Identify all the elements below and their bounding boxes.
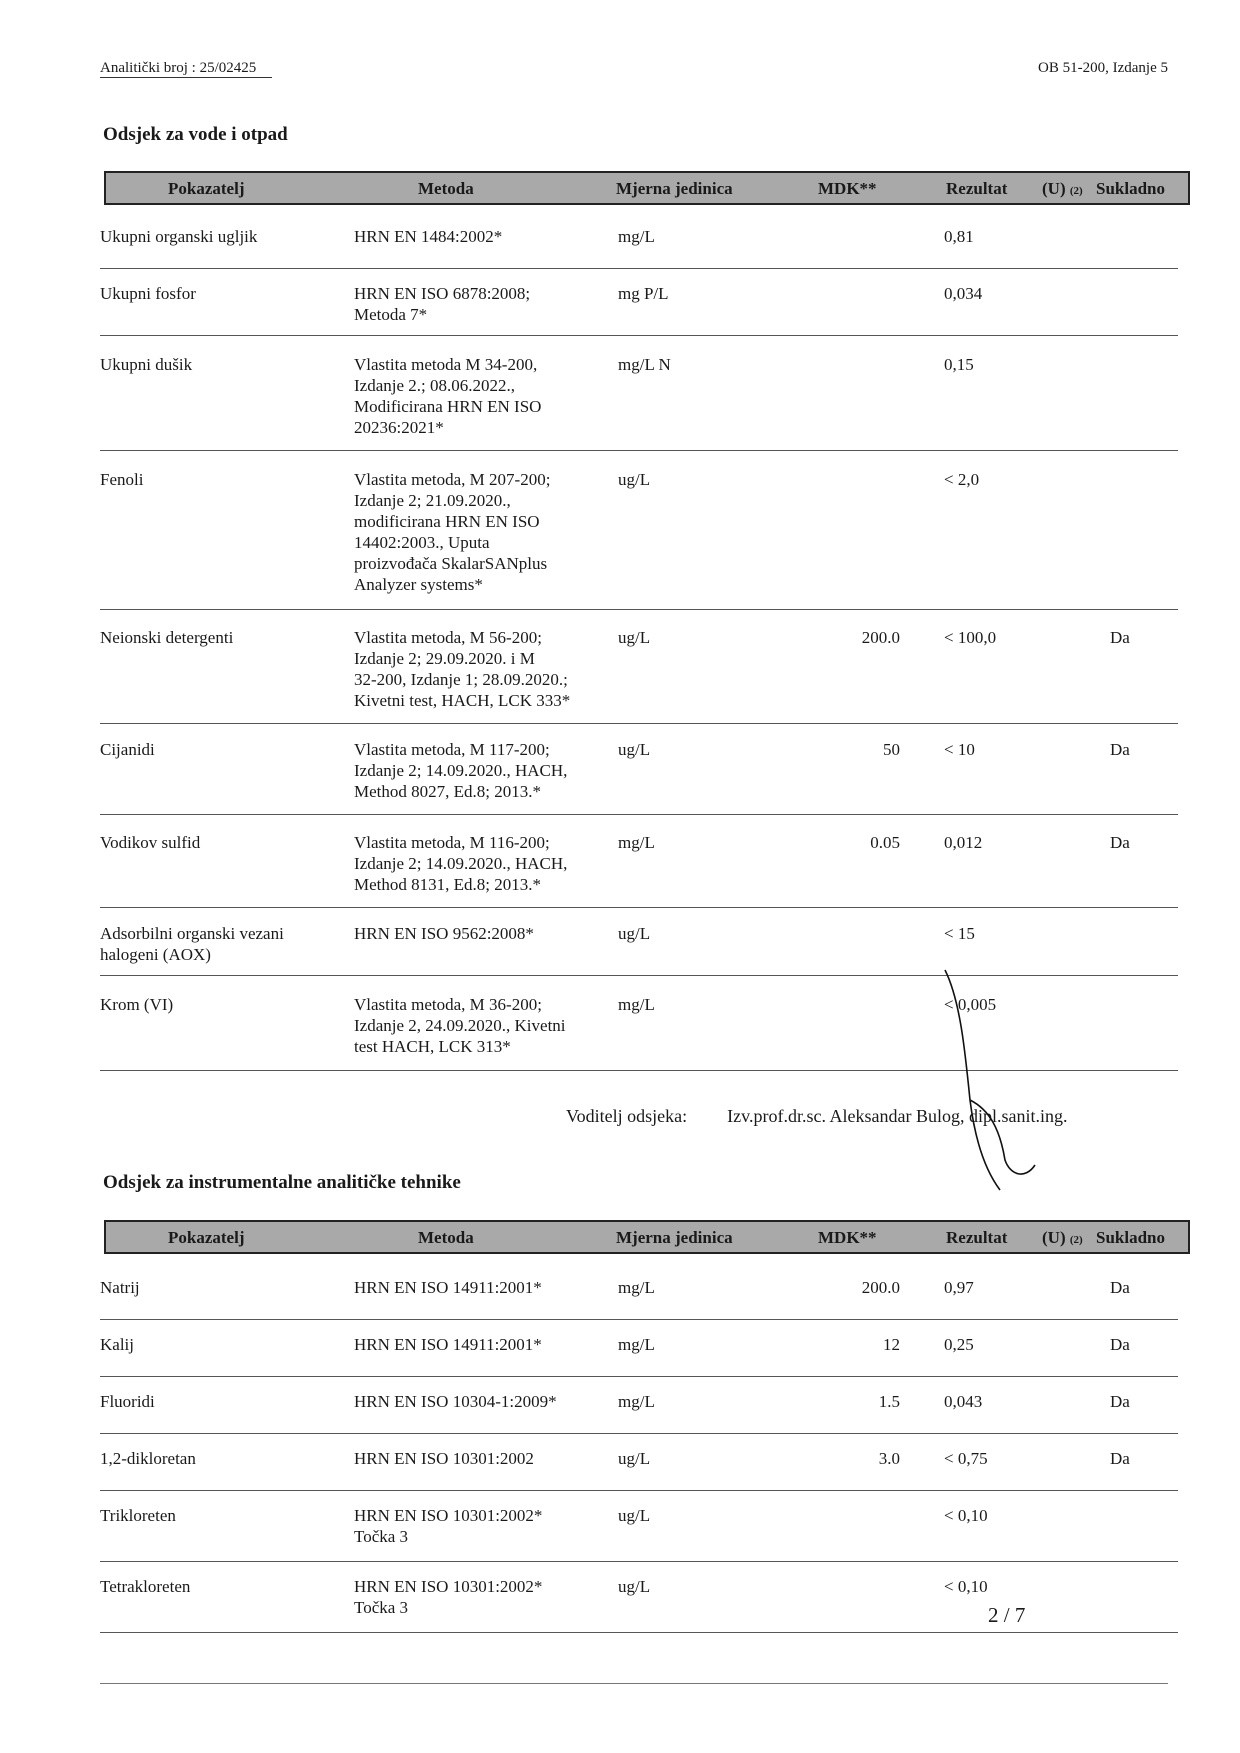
handwritten-signature [930, 960, 1040, 1210]
method-cell: HRN EN 1484:2002* [354, 227, 503, 246]
mdk-cell: 200.0 [861, 628, 900, 647]
result-cell: < 0,75 [944, 1449, 988, 1468]
unit-cell: ug/L [618, 1449, 651, 1468]
result-cell: 0,012 [944, 833, 983, 852]
col-uncertainty: (U) (2) [1042, 179, 1083, 198]
indicator-cell: Fluoridi [100, 1392, 155, 1411]
method-cell: HRN EN ISO 10304-1:2009* [354, 1392, 557, 1411]
col-method: Metoda [418, 1228, 474, 1247]
mdk-cell: 1.5 [878, 1392, 900, 1411]
section-title-instrumental: Odsjek za instrumentalne analitičke tehnike [103, 1172, 461, 1193]
indicator-cell: Adsorbilni organski vezani halogeni (AOX) [100, 924, 284, 964]
col-unit: Mjerna jedinica [616, 179, 733, 198]
indicator-cell: Tetrakloreten [100, 1577, 191, 1596]
result-cell: 0,15 [944, 355, 974, 374]
result-cell: < 2,0 [944, 470, 980, 489]
compliant-cell: Da [1110, 740, 1130, 759]
compliant-cell: Da [1110, 628, 1130, 647]
table-row [100, 283, 1178, 336]
col-method: Metoda [418, 179, 474, 198]
method-cell: HRN EN ISO 10301:2002 [354, 1449, 534, 1468]
result-cell: 0,97 [944, 1278, 974, 1297]
col-unit: Mjerna jedinica [616, 1228, 733, 1247]
unit-cell: mg/L [618, 1278, 655, 1297]
compliant-cell: Da [1110, 1335, 1130, 1354]
signature-name: Izv.prof.dr.sc. Aleksandar Bulog, dipl.sanit.ing. [727, 1106, 1068, 1126]
table-row [100, 354, 1178, 451]
result-cell: < 0,005 [944, 995, 997, 1014]
compliant-cell: Da [1110, 1278, 1130, 1297]
col-compliant: Sukladno [1096, 1228, 1165, 1247]
col-indicator: Pokazatelj [168, 179, 245, 198]
compliant-cell: Da [1110, 1392, 1130, 1411]
table-row [100, 226, 1178, 269]
mdk-cell: 12 [883, 1335, 900, 1354]
table-row [100, 1334, 1178, 1377]
unit-cell: ug/L [618, 1577, 651, 1596]
result-cell: 0,81 [944, 227, 974, 246]
result-cell: < 15 [944, 924, 975, 943]
result-cell: 0,034 [944, 284, 983, 303]
indicator-cell: Kalij [100, 1335, 134, 1354]
method-cell: Vlastita metoda, M 56-200; Izdanje 2; 29.09.2020. i M 32-200, Izdanje 1; 28.09.2020.; Kivetni test, HACH, LCK 333* [354, 628, 571, 710]
table-row [100, 739, 1178, 815]
indicator-cell: Neionski detergenti [100, 628, 234, 647]
unit-cell: mg/L [618, 1392, 655, 1411]
compliant-cell: Da [1110, 1449, 1130, 1468]
table-header-instrumental [104, 1220, 1190, 1254]
unit-cell: ug/L [618, 628, 651, 647]
mdk-cell: 200.0 [861, 1278, 900, 1297]
indicator-cell: Ukupni dušik [100, 355, 193, 374]
table-row [100, 1448, 1178, 1491]
method-cell: HRN EN ISO 10301:2002* Točka 3 [354, 1577, 543, 1617]
compliant-cell: Da [1110, 833, 1130, 852]
method-cell: HRN EN ISO 6878:2008; Metoda 7* [354, 284, 531, 324]
table-row [100, 1391, 1178, 1434]
result-cell: < 0,10 [944, 1577, 988, 1596]
method-cell: HRN EN ISO 14911:2001* [354, 1278, 542, 1297]
result-cell: < 100,0 [944, 628, 997, 647]
unit-cell: ug/L [618, 470, 651, 489]
unit-cell: mg/L [618, 995, 655, 1014]
result-cell: < 0,10 [944, 1506, 988, 1525]
indicator-cell: 1,2-dikloretan [100, 1449, 196, 1468]
col-result: Rezultat [946, 1228, 1008, 1247]
unit-cell: mg/L N [618, 355, 671, 374]
page-number: 2 / 7 [988, 1603, 1026, 1627]
unit-cell: ug/L [618, 1506, 651, 1525]
table-row [100, 469, 1178, 610]
col-mdk: MDK** [818, 179, 877, 198]
page-header [100, 60, 1168, 78]
analytic-number: Analitički broj : 25/02425 [100, 60, 272, 78]
indicator-cell: Vodikov sulfid [100, 833, 201, 852]
result-cell: < 10 [944, 740, 975, 759]
indicator-cell: Fenoli [100, 470, 144, 489]
result-cell: 0,043 [944, 1392, 983, 1411]
table-row [100, 832, 1178, 908]
unit-cell: mg P/L [618, 284, 669, 303]
mdk-cell: 3.0 [878, 1449, 900, 1468]
col-mdk: MDK** [818, 1228, 877, 1247]
section-title-water: Odsjek za vode i otpad [103, 124, 288, 145]
col-indicator: Pokazatelj [168, 1228, 245, 1247]
table-row [100, 627, 1178, 724]
indicator-cell: Krom (VI) [100, 995, 174, 1014]
method-cell: HRN EN ISO 10301:2002* Točka 3 [354, 1506, 543, 1546]
method-cell: Vlastita metoda M 34-200, Izdanje 2.; 08.06.2022., Modificirana HRN EN ISO 20236:2021* [354, 355, 542, 437]
signature-label: Voditelj odsjeka: [566, 1106, 688, 1126]
unit-cell: mg/L [618, 833, 655, 852]
indicator-cell: Cijanidi [100, 740, 155, 759]
footer-divider [100, 1683, 1168, 1684]
col-uncertainty: (U) (2) [1042, 1228, 1083, 1247]
method-cell: Vlastita metoda, M 207-200; Izdanje 2; 21.09.2020., modificirana HRN EN ISO 14402:2003., Uputa proizvođača SkalarSANplus Analyzer systems* [354, 470, 551, 594]
unit-cell: ug/L [618, 924, 651, 943]
unit-cell: ug/L [618, 740, 651, 759]
mdk-cell: 0.05 [870, 833, 900, 852]
col-result: Rezultat [946, 179, 1008, 198]
method-cell: HRN EN ISO 14911:2001* [354, 1335, 542, 1354]
indicator-cell: Ukupni organski ugljik [100, 227, 258, 246]
unit-cell: mg/L [618, 1335, 655, 1354]
method-cell: HRN EN ISO 9562:2008* [354, 924, 534, 943]
method-cell: Vlastita metoda, M 36-200; Izdanje 2, 24.09.2020., Kivetni test HACH, LCK 313* [354, 995, 566, 1056]
table-header-water [104, 171, 1190, 205]
col-compliant: Sukladno [1096, 179, 1165, 198]
method-cell: Vlastita metoda, M 117-200; Izdanje 2; 14.09.2020., HACH, Method 8027, Ed.8; 2013.* [354, 740, 568, 801]
mdk-cell: 50 [883, 740, 900, 759]
table-row [100, 1505, 1178, 1562]
indicator-cell: Natrij [100, 1278, 140, 1297]
indicator-cell: Ukupni fosfor [100, 284, 196, 303]
unit-cell: mg/L [618, 227, 655, 246]
table-row [100, 1277, 1178, 1320]
indicator-cell: Trikloreten [100, 1506, 176, 1525]
method-cell: Vlastita metoda, M 116-200; Izdanje 2; 14.09.2020., HACH, Method 8131, Ed.8; 2013.* [354, 833, 568, 894]
form-code: OB 51-200, Izdanje 5 [1038, 60, 1168, 76]
result-cell: 0,25 [944, 1335, 974, 1354]
